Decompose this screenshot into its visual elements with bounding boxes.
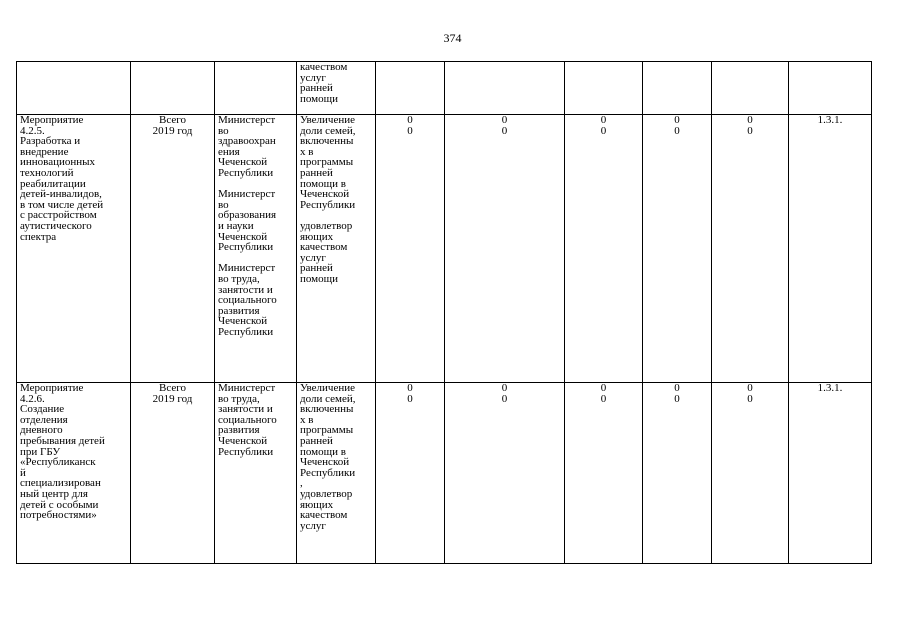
executor-cell: Министерст во труда, занятости и социального развития Чеченской Республики [215, 383, 297, 564]
executor-cell: Министерст во здравоохран ения Чеченской Республики Министерст во образования и науки Чеченской Республики Министерст во труда, занятости и социального развития Чеченской Республики [215, 115, 297, 383]
indicator-cell: Увеличение доли семей, включенны х в программы ранней помощи в Чеченской Республики удовлетвор яющих качеством услуг ранней помощи [297, 115, 376, 383]
event-cell: Мероприятие 4.2.5. Разработка и внедрение инновационных технологий реабилитации детей-инвалидов, в том числе детей с расстройством аутистического спектра [17, 115, 131, 383]
value-cell: 0 0 [445, 115, 565, 383]
indicator-cell: Увеличение доли семей, включенны х в программы ранней помощи в Чеченской Республики , удовлетвор яющих качеством услуг [297, 383, 376, 564]
continuation-row [17, 62, 872, 115]
period-cell: Всего 2019 год [131, 115, 215, 383]
period-cell: Всего 2019 год [131, 383, 215, 564]
value-cell: 0 0 [445, 383, 565, 564]
value-cell: 0 0 [712, 115, 789, 383]
program-table [16, 61, 872, 564]
executor-cell [215, 62, 297, 115]
event-cell: Мероприятие 4.2.6. Создание отделения дневного пребывания детей при ГБУ «Республиканск й специализирован ный центр для детей с особыми потребностями» [17, 383, 131, 564]
value-cell: 0 0 [712, 383, 789, 564]
value-cell: 0 0 [376, 115, 445, 383]
page-number: 374 [443, 31, 462, 45]
code-cell: 1.3.1. [789, 383, 872, 564]
period-cell [131, 62, 215, 115]
value-cell: 0 0 [376, 383, 445, 564]
table-row [17, 383, 872, 564]
indicator-cell: качеством услуг ранней помощи [297, 62, 376, 115]
value-cell: 0 0 [565, 383, 643, 564]
value-cell: 0 0 [565, 115, 643, 383]
code-cell: 1.3.1. [789, 115, 872, 383]
table-row [17, 115, 872, 383]
value-cell: 0 0 [643, 115, 712, 383]
event-cell [17, 62, 131, 115]
value-cell: 0 0 [643, 383, 712, 564]
